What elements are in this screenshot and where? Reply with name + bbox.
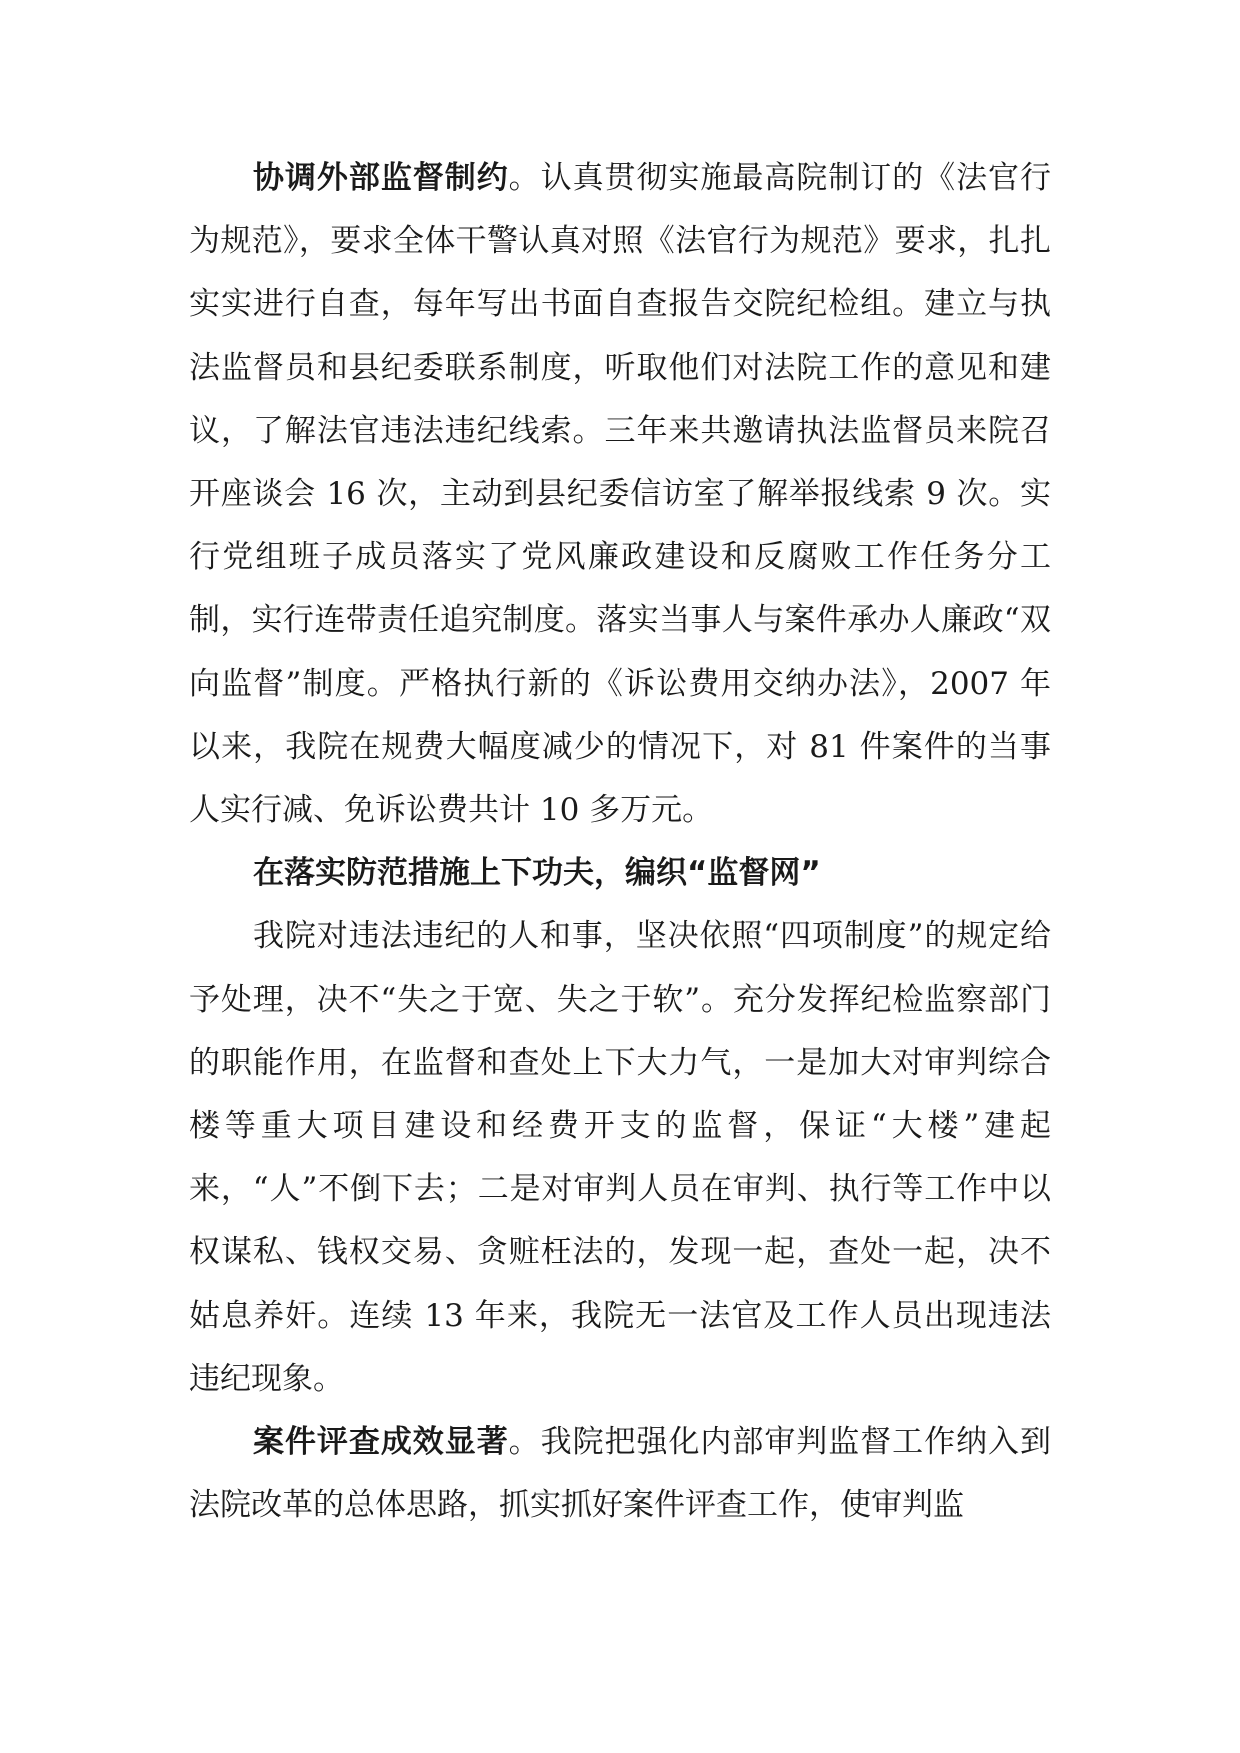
paragraph-text-case-review: 。我院把强化内部审判监督工作纳入到法院改革的总体思路，抓实抓好案件评查工作，使审判监 — [189, 1424, 1052, 1524]
paragraph-lead-external-supervision: 协调外部监督制约 — [253, 160, 509, 196]
paragraph-discipline-handling — [189, 905, 1051, 1411]
paragraph-case-review — [189, 1411, 1051, 1537]
paragraph-lead-case-review: 案件评查成效显著 — [253, 1424, 509, 1461]
paragraph-text-discipline-handling: 我院对违法违纪的人和事，坚决依照“四项制度”的规定给予处理，决不“失之于宽、失之于软”。充分发挥纪检监察部门的职能作用，在监督和查处上下大力气，一是加大对审判综合楼等重大项目建设和经费开支的监督，保证“大楼”建起来，“人”不倒下去；二是对审判人员在审判、执行等工作中以权谋私、钱权交易、贪赃枉法的，发现一起，查处一起，决不姑息养奸。连续 13 年来，我院无一法官及工作人员出现违法违纪现象。 — [189, 918, 1051, 1397]
document-body — [189, 147, 1051, 1537]
paragraph-external-supervision — [189, 147, 1051, 842]
paragraph-text-external-supervision: 。认真贯彻实施最高院制订的《法官行为规范》，要求全体干警认真对照《法官行为规范》要求，扎扎实实进行自查，每年写出书面自查报告交院纪检组。建立与执法监督员和县纪委联系制度，听取他们对法院工作的意见和建议，了解法官违法违纪线索。三年来共邀请执法监督员来院召开座谈会 16 次，主动到县纪委信访室了解举报线索 9 次。实行党组班子成员落实了党风廉政建设和反腐败工作任务分工制，实行连带责任追究制度。落实当事人与案件承办人廉政“双向监督”制度。严格执行新的《诉讼费用交纳办法》，2007 年以来，我院在规费大幅度减少的情况下，对 81 件案件的当事人实行减、免诉讼费共计 10 多万元。 — [189, 160, 1052, 829]
section-heading-supervision-net: 在落实防范措施上下功夫，编织“监督网” — [253, 855, 821, 892]
